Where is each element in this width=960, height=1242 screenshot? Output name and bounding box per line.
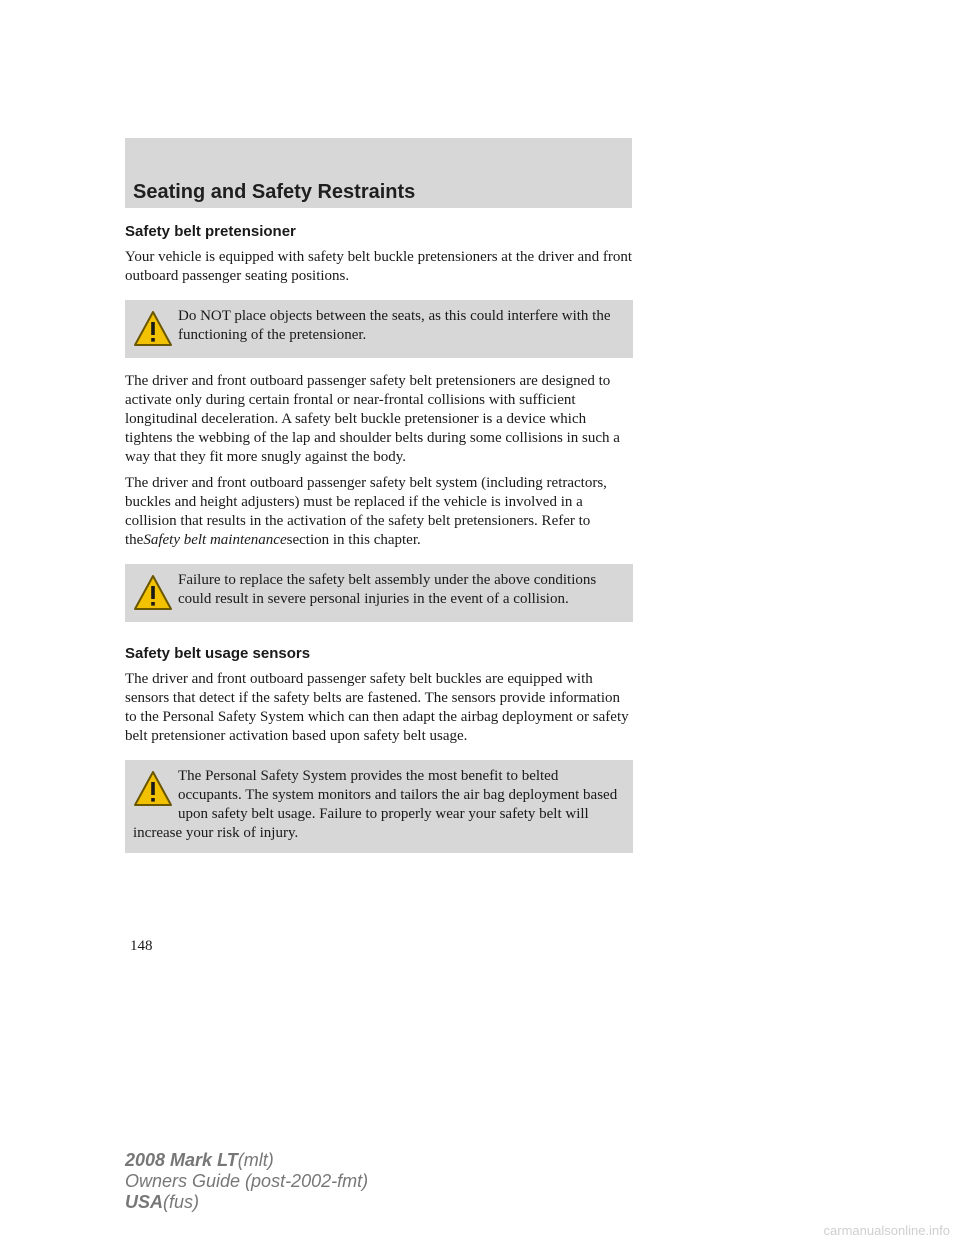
- section-title: Seating and Safety Restraints: [133, 181, 416, 203]
- heading-pretensioner: Safety belt pretensioner: [125, 223, 296, 240]
- page-content: [125, 222, 633, 867]
- paragraph-text: section in this chapter.: [286, 532, 421, 548]
- cross-reference: Safety belt maintenance: [143, 532, 287, 548]
- document-footer: [125, 1150, 368, 1213]
- warning-text: The Personal Safety System provides the most benefit to belted occupants. The system monitors and tailors the air bag deployment based upon safety belt usage. Failure to properly wear your safety belt will increase your risk of injury.: [133, 768, 618, 841]
- footer-model-code: (mlt): [237, 1150, 274, 1170]
- warning-box: [125, 564, 633, 622]
- paragraph: The driver and front outboard passenger safety belt buckles are equipped with sensors that detect if the safety belts are fastened. The sensors provide information to the Personal Safety System which can then adapt the airbag deployment or safety belt pretensioner activation based upon safety belt usage.: [125, 671, 629, 744]
- watermark: carmanualsonline.info: [823, 1223, 950, 1238]
- paragraph-text: The driver and front outboard passenger safety belt system (including retractors, buckles and height adjusters) must be replaced if the vehicle is involved in a collision that results in the activation of the safety belt pretensioners. Refer to the: [125, 475, 607, 548]
- warning-text: Failure to replace the safety belt assembly under the above conditions could result in severe personal injuries in the event of a collision.: [178, 572, 597, 607]
- page-number: 148: [130, 938, 153, 954]
- footer-guide: Owners Guide (post-2002-fmt): [125, 1171, 369, 1191]
- warning-text: Do NOT place objects between the seats, as this could interfere with the functioning of the pretensioner.: [178, 308, 611, 343]
- warning-box: [125, 300, 633, 358]
- heading-usage-sensors: Safety belt usage sensors: [125, 645, 311, 662]
- paragraph: Your vehicle is equipped with safety belt buckle pretensioners at the driver and front outboard passenger seating positions.: [125, 249, 633, 284]
- warning-box: [125, 760, 633, 853]
- warning-triangle-icon: [133, 770, 173, 808]
- section-header-band: [125, 138, 632, 208]
- footer-model: 2008 Mark LT: [125, 1150, 238, 1170]
- paragraph: The driver and front outboard passenger safety belt pretensioners are designed to activate only during certain frontal or near-frontal collisions with sufficient longitudinal deceleration. A safety belt buckle pretensioner is a device which tightens the webbing of the lap and shoulder belts during some collisions in such a way that they fit more snugly against the body.: [125, 373, 620, 465]
- paragraph: [125, 474, 633, 550]
- footer-market: USA: [125, 1192, 164, 1212]
- warning-triangle-icon: [133, 574, 173, 612]
- warning-triangle-icon: [133, 310, 173, 348]
- footer-market-code: (fus): [163, 1192, 200, 1212]
